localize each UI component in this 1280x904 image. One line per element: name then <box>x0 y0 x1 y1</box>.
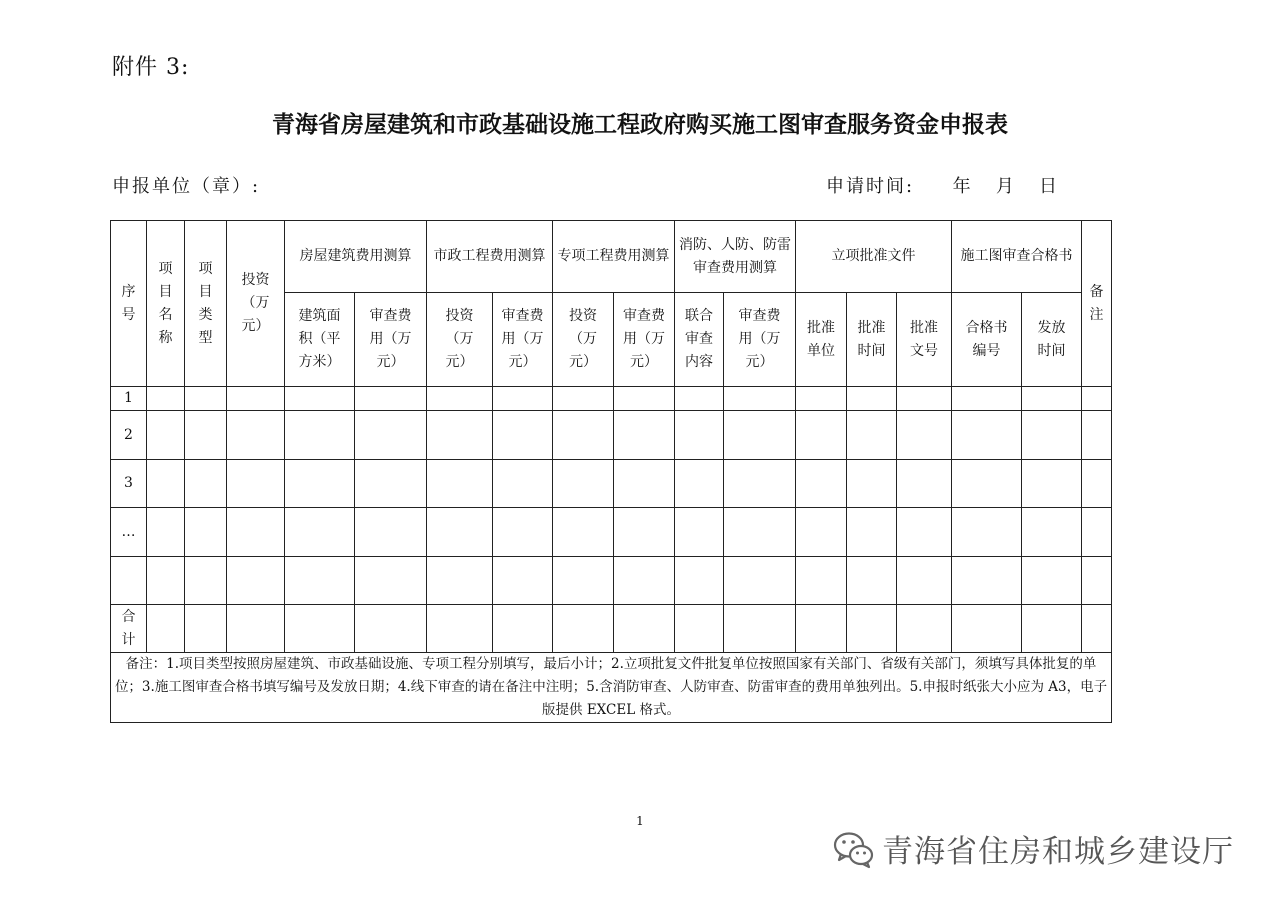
table-cell <box>553 605 614 653</box>
watermark <box>832 826 1234 871</box>
header-project-name: 项目名称 <box>147 221 185 387</box>
watermark-text: 青海省住房和城乡建设厅 <box>882 834 1234 870</box>
table-cell <box>796 508 847 557</box>
table-cell <box>493 460 553 508</box>
row-seq-cell <box>111 557 147 605</box>
table-cell <box>1082 387 1112 411</box>
table-cell <box>493 557 553 605</box>
table-cell <box>553 460 614 508</box>
header-seq: 序号 <box>111 221 147 387</box>
table-cell <box>355 557 427 605</box>
table-cell <box>897 460 952 508</box>
table-cell <box>355 605 427 653</box>
table-cell <box>724 508 796 557</box>
wechat-icon <box>832 829 876 869</box>
header-investment: 投资（万元） <box>227 221 285 387</box>
table-cell <box>1022 605 1082 653</box>
header-special-fee: 审查费用（万元） <box>614 293 675 387</box>
table-cell <box>796 605 847 653</box>
header-municipal-investment: 投资（万元） <box>427 293 493 387</box>
header-approval-unit: 批准单位 <box>796 293 847 387</box>
table-row <box>111 387 1112 411</box>
table-cell <box>285 508 355 557</box>
table-cell <box>952 411 1022 460</box>
notes-cell: 备注：1.项目类型按照房屋建筑、市政基础设施、专项工程分别填写，最后小计；2.立项批复文件批复单位按照国家有关部门、省级有关部门，须填写具体批复的单位；3.施工图审查合格书填写编号及发放日期；4.线下审查的请在备注中注明；5.含消防审查、人防审查、防雷审查的费用单独列出。5.申报时纸张大小应为 A3，电子版提供 EXCEL 格式。 <box>111 653 1112 723</box>
application-date-label: 申请时间: 年 月 日 <box>826 176 1060 197</box>
table-cell <box>952 460 1022 508</box>
table-cell <box>724 387 796 411</box>
table-cell <box>847 508 897 557</box>
table-cell <box>847 411 897 460</box>
table-cell <box>493 411 553 460</box>
table-cell <box>897 387 952 411</box>
table-cell <box>796 460 847 508</box>
table-cell <box>285 411 355 460</box>
table-cell <box>185 557 227 605</box>
table-cell <box>227 460 285 508</box>
table-cell <box>724 605 796 653</box>
table-cell <box>847 605 897 653</box>
table-cell <box>1082 508 1112 557</box>
table-row <box>111 605 1112 653</box>
header-fire-fee: 审查费用（万元） <box>724 293 796 387</box>
table-cell <box>897 605 952 653</box>
row-seq-cell: 1 <box>111 387 147 411</box>
table-cell <box>227 508 285 557</box>
table-cell <box>355 508 427 557</box>
page-title: 青海省房屋建筑和市政基础设施工程政府购买施工图审查服务资金申报表 <box>272 111 1008 138</box>
table-cell <box>675 387 724 411</box>
table-cell <box>147 411 185 460</box>
table-cell <box>227 387 285 411</box>
table-cell <box>355 411 427 460</box>
table-cell <box>493 387 553 411</box>
row-seq-cell: … <box>111 508 147 557</box>
table-cell <box>614 387 675 411</box>
table-cell <box>1022 460 1082 508</box>
table-cell <box>147 460 185 508</box>
table-cell <box>897 557 952 605</box>
header-group-certificate: 施工图审查合格书 <box>952 221 1082 293</box>
table-cell <box>897 508 952 557</box>
table-cell <box>614 460 675 508</box>
table-cell <box>553 508 614 557</box>
header-group-approval: 立项批准文件 <box>796 221 952 293</box>
table-cell <box>675 557 724 605</box>
page-number: 1 <box>636 814 644 828</box>
table-cell <box>724 557 796 605</box>
header-issue-time: 发放时间 <box>1022 293 1082 387</box>
table-cell <box>796 411 847 460</box>
table-cell <box>847 387 897 411</box>
table-cell <box>614 557 675 605</box>
table-cell <box>185 460 227 508</box>
table-cell <box>355 460 427 508</box>
table-cell <box>227 605 285 653</box>
table-cell <box>493 508 553 557</box>
table-cell <box>285 605 355 653</box>
table-cell <box>227 557 285 605</box>
table-cell <box>427 508 493 557</box>
application-table <box>110 220 1112 723</box>
table-cell <box>285 557 355 605</box>
table-cell <box>675 411 724 460</box>
table-row <box>111 557 1112 605</box>
table-row <box>111 508 1112 557</box>
table-cell <box>147 508 185 557</box>
table-cell <box>675 605 724 653</box>
table-row <box>111 411 1112 460</box>
header-group-special: 专项工程费用测算 <box>553 221 675 293</box>
table-cell <box>1022 411 1082 460</box>
table-cell <box>614 605 675 653</box>
header-approval-time: 批准时间 <box>847 293 897 387</box>
header-group-house: 房屋建筑费用测算 <box>285 221 427 293</box>
table-cell <box>675 460 724 508</box>
table-cell <box>1082 557 1112 605</box>
table-cell <box>427 557 493 605</box>
table-cell <box>675 508 724 557</box>
header-house-fee: 审查费用（万元） <box>355 293 427 387</box>
table-cell <box>147 387 185 411</box>
table-cell <box>1022 557 1082 605</box>
table-cell <box>427 460 493 508</box>
attachment-label: 附件 3: <box>112 55 190 80</box>
row-seq-cell: 2 <box>111 411 147 460</box>
header-joint-review-content: 联合审查内容 <box>675 293 724 387</box>
table-cell <box>952 557 1022 605</box>
header-approval-doc-number: 批准文号 <box>897 293 952 387</box>
header-group-municipal: 市政工程费用测算 <box>427 221 553 293</box>
table-cell <box>614 411 675 460</box>
table-cell <box>847 460 897 508</box>
table-cell <box>952 508 1022 557</box>
table-cell <box>553 387 614 411</box>
table-cell <box>185 508 227 557</box>
row-seq-cell: 3 <box>111 460 147 508</box>
table-cell <box>1022 387 1082 411</box>
table-cell <box>185 387 227 411</box>
table-cell <box>1082 411 1112 460</box>
table-row <box>111 460 1112 508</box>
table-cell <box>1082 605 1112 653</box>
table-cell <box>147 557 185 605</box>
table-cell <box>427 605 493 653</box>
header-group-fire: 消防、人防、防雷审查费用测算 <box>675 221 796 293</box>
table-cell <box>185 605 227 653</box>
table-cell <box>553 411 614 460</box>
table-cell <box>847 557 897 605</box>
table-cell <box>355 387 427 411</box>
table-cell <box>427 387 493 411</box>
table-cell <box>897 411 952 460</box>
table-cell <box>952 387 1022 411</box>
table-cell <box>553 557 614 605</box>
table-cell <box>285 460 355 508</box>
table-cell <box>724 460 796 508</box>
table-cell <box>185 411 227 460</box>
header-house-area: 建筑面积（平方米） <box>285 293 355 387</box>
table-cell <box>796 387 847 411</box>
table-cell <box>227 411 285 460</box>
table-cell <box>1082 460 1112 508</box>
applicant-unit-label: 申报单位（章）: <box>112 176 261 197</box>
table-cell <box>724 411 796 460</box>
table-cell <box>1022 508 1082 557</box>
header-project-type: 项目类型 <box>185 221 227 387</box>
table-cell <box>614 508 675 557</box>
table-cell <box>147 605 185 653</box>
table-cell <box>796 557 847 605</box>
header-municipal-fee: 审查费用（万元） <box>493 293 553 387</box>
row-seq-cell: 合计 <box>111 605 147 653</box>
table-cell <box>952 605 1022 653</box>
header-remark: 备注 <box>1082 221 1112 387</box>
table-cell <box>493 605 553 653</box>
table-cell <box>427 411 493 460</box>
header-certificate-number: 合格书编号 <box>952 293 1022 387</box>
table-cell <box>285 387 355 411</box>
header-special-investment: 投资（万元） <box>553 293 614 387</box>
